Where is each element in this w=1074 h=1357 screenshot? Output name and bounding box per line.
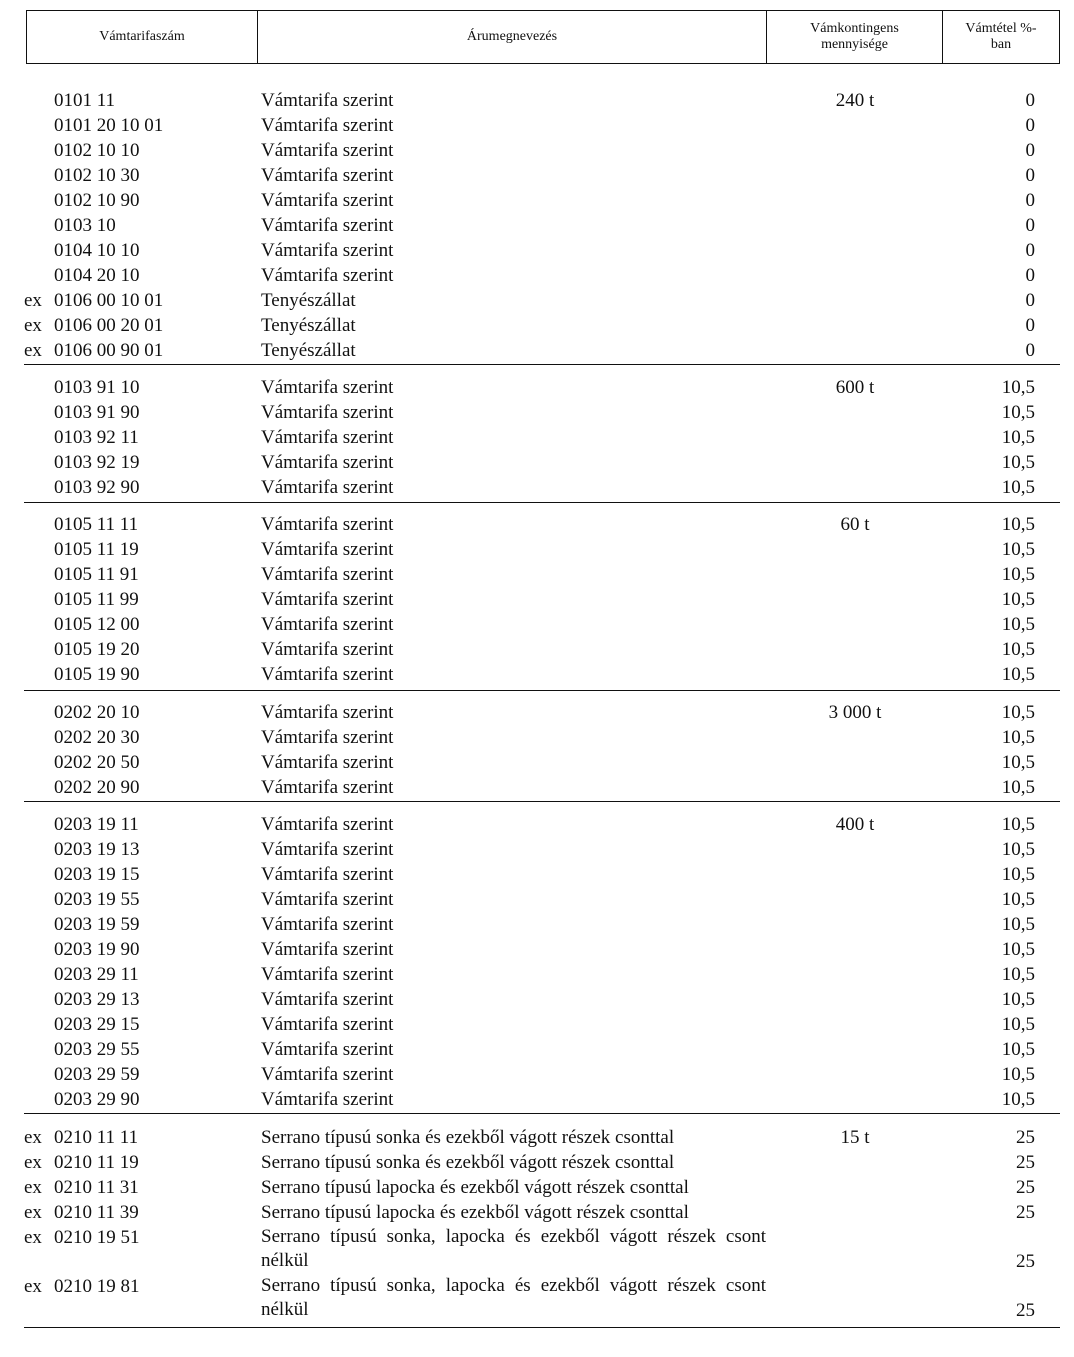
duty-rate: 10,5 bbox=[1001, 614, 1035, 635]
ex-marker: ex bbox=[24, 1227, 42, 1248]
goods-description: Vámtarifa szerint bbox=[261, 1014, 394, 1035]
table-row bbox=[0, 1037, 1074, 1062]
quota-quantity: 15 t bbox=[840, 1127, 870, 1148]
goods-description: Vámtarifa szerint bbox=[261, 1064, 394, 1085]
tariff-code: 0103 10 bbox=[54, 215, 116, 236]
table-row bbox=[0, 263, 1074, 288]
duty-rate: 25 bbox=[1016, 1127, 1035, 1148]
table-row bbox=[0, 188, 1074, 213]
goods-description: Tenyészállat bbox=[261, 340, 356, 361]
tariff-code: 0105 11 99 bbox=[54, 589, 139, 610]
tariff-code: 0203 29 11 bbox=[54, 964, 139, 985]
header-duty-rate: Vámtétel %-ban bbox=[965, 21, 1037, 52]
duty-rate: 10,5 bbox=[1001, 564, 1035, 585]
table-row bbox=[0, 313, 1074, 338]
goods-description: Serrano típusú sonka, lapocka és ezekből vágott részek csont nélkül bbox=[261, 1275, 766, 1320]
table-row bbox=[0, 637, 1074, 662]
tariff-code: 0203 29 90 bbox=[54, 1089, 140, 1110]
tariff-code: 0203 19 90 bbox=[54, 939, 140, 960]
quota-quantity: 600 t bbox=[835, 377, 875, 398]
duty-rate: 0 bbox=[1025, 265, 1035, 286]
table-row bbox=[0, 862, 1074, 887]
table-row bbox=[0, 238, 1074, 263]
table-row bbox=[0, 1150, 1074, 1175]
tariff-code: 0203 29 59 bbox=[54, 1064, 140, 1085]
duty-rate: 10,5 bbox=[1001, 752, 1035, 773]
group-divider bbox=[24, 801, 1060, 802]
duty-rate: 0 bbox=[1025, 165, 1035, 186]
duty-rate: 10,5 bbox=[1001, 889, 1035, 910]
duty-rate: 25 bbox=[1016, 1177, 1035, 1198]
tariff-code: 0105 11 11 bbox=[54, 514, 139, 535]
quota-quantity: 400 t bbox=[835, 814, 875, 835]
tariff-code: 0210 19 51 bbox=[54, 1227, 140, 1248]
tariff-code: 0210 19 81 bbox=[54, 1276, 140, 1297]
goods-description: Vámtarifa szerint bbox=[261, 115, 394, 136]
table-row bbox=[0, 338, 1074, 363]
goods-description: Serrano típusú lapocka és ezekből vágott részek csonttal bbox=[261, 1202, 689, 1223]
goods-description: Tenyészállat bbox=[261, 315, 356, 336]
duty-rate: 25 bbox=[1016, 1251, 1035, 1272]
table-row bbox=[0, 750, 1074, 775]
goods-description: Vámtarifa szerint bbox=[261, 989, 394, 1010]
goods-description: Vámtarifa szerint bbox=[261, 939, 394, 960]
tariff-code: 0203 19 13 bbox=[54, 839, 140, 860]
duty-rate: 10,5 bbox=[1001, 964, 1035, 985]
tariff-code: 0202 20 10 bbox=[54, 702, 140, 723]
duty-rate: 0 bbox=[1025, 215, 1035, 236]
table-row bbox=[0, 288, 1074, 313]
duty-rate: 0 bbox=[1025, 90, 1035, 111]
goods-description: Vámtarifa szerint bbox=[261, 215, 394, 236]
tariff-code: 0102 10 30 bbox=[54, 165, 140, 186]
goods-description: Serrano típusú sonka és ezekből vágott részek csonttal bbox=[261, 1127, 675, 1148]
table-row bbox=[0, 450, 1074, 475]
tariff-code: 0210 11 31 bbox=[54, 1177, 139, 1198]
goods-description: Vámtarifa szerint bbox=[261, 539, 394, 560]
tariff-code: 0103 92 11 bbox=[54, 427, 139, 448]
tariff-code: 0203 19 11 bbox=[54, 814, 139, 835]
goods-description: Vámtarifa szerint bbox=[261, 914, 394, 935]
quota-quantity: 240 t bbox=[835, 90, 875, 111]
header-tariff-number: Vámtarifaszám bbox=[99, 29, 185, 44]
duty-rate: 10,5 bbox=[1001, 777, 1035, 798]
ex-marker: ex bbox=[24, 1276, 42, 1297]
table-row bbox=[0, 1012, 1074, 1037]
goods-description: Vámtarifa szerint bbox=[261, 402, 394, 423]
goods-description: Vámtarifa szerint bbox=[261, 752, 394, 773]
goods-description: Vámtarifa szerint bbox=[261, 452, 394, 473]
duty-rate: 0 bbox=[1025, 315, 1035, 336]
tariff-code: 0106 00 90 01 bbox=[54, 340, 164, 361]
goods-description: Vámtarifa szerint bbox=[261, 889, 394, 910]
tariff-code: 0202 20 50 bbox=[54, 752, 140, 773]
table-row bbox=[0, 475, 1074, 500]
ex-marker: ex bbox=[24, 1127, 42, 1148]
goods-description: Vámtarifa szerint bbox=[261, 639, 394, 660]
duty-rate: 10,5 bbox=[1001, 864, 1035, 885]
tariff-code: 0105 11 19 bbox=[54, 539, 139, 560]
table-row bbox=[0, 1175, 1074, 1200]
duty-rate: 10,5 bbox=[1001, 589, 1035, 610]
duty-rate: 0 bbox=[1025, 140, 1035, 161]
table-row bbox=[0, 1200, 1074, 1225]
goods-description: Vámtarifa szerint bbox=[261, 90, 394, 111]
ex-marker: ex bbox=[24, 340, 42, 361]
tariff-code: 0103 91 10 bbox=[54, 377, 140, 398]
header-quota-quantity: Vámkontingens mennyisége bbox=[810, 21, 899, 52]
header-goods-description: Árumegnevezés bbox=[466, 29, 558, 44]
table-row bbox=[0, 987, 1074, 1012]
duty-rate: 25 bbox=[1016, 1152, 1035, 1173]
table-row bbox=[0, 662, 1074, 687]
table-row bbox=[0, 912, 1074, 937]
goods-description: Vámtarifa szerint bbox=[261, 564, 394, 585]
duty-rate: 10,5 bbox=[1001, 1089, 1035, 1110]
goods-description: Vámtarifa szerint bbox=[261, 589, 394, 610]
goods-description: Vámtarifa szerint bbox=[261, 514, 394, 535]
duty-rate: 10,5 bbox=[1001, 914, 1035, 935]
ex-marker: ex bbox=[24, 315, 42, 336]
duty-rate: 10,5 bbox=[1001, 814, 1035, 835]
table-row bbox=[0, 937, 1074, 962]
duty-rate: 0 bbox=[1025, 115, 1035, 136]
duty-rate: 0 bbox=[1025, 290, 1035, 311]
table-row bbox=[0, 1062, 1074, 1087]
duty-rate: 0 bbox=[1025, 190, 1035, 211]
duty-rate: 25 bbox=[1016, 1300, 1035, 1321]
table-row bbox=[0, 537, 1074, 562]
duty-rate: 10,5 bbox=[1001, 839, 1035, 860]
tariff-code: 0101 11 bbox=[54, 90, 116, 111]
tariff-code: 0105 19 20 bbox=[54, 639, 140, 660]
group-divider bbox=[24, 1327, 1060, 1328]
table-row bbox=[0, 1225, 1074, 1274]
ex-marker: ex bbox=[24, 290, 42, 311]
ex-marker: ex bbox=[24, 1202, 42, 1223]
table-row bbox=[0, 775, 1074, 800]
tariff-code: 0203 29 13 bbox=[54, 989, 140, 1010]
tariff-code: 0106 00 20 01 bbox=[54, 315, 164, 336]
table-row bbox=[0, 700, 1074, 725]
tariff-code: 0105 12 00 bbox=[54, 614, 140, 635]
ex-marker: ex bbox=[24, 1152, 42, 1173]
goods-description: Vámtarifa szerint bbox=[261, 427, 394, 448]
group-divider bbox=[24, 502, 1060, 503]
tariff-code: 0102 10 10 bbox=[54, 140, 140, 161]
tariff-code: 0210 11 11 bbox=[54, 1127, 139, 1148]
goods-description: Vámtarifa szerint bbox=[261, 777, 394, 798]
duty-rate: 10,5 bbox=[1001, 664, 1035, 685]
duty-rate: 10,5 bbox=[1001, 702, 1035, 723]
group-divider bbox=[24, 364, 1060, 365]
goods-description: Vámtarifa szerint bbox=[261, 1039, 394, 1060]
duty-rate: 10,5 bbox=[1001, 452, 1035, 473]
tariff-code: 0203 19 59 bbox=[54, 914, 140, 935]
table-row bbox=[0, 88, 1074, 113]
group-divider bbox=[24, 1113, 1060, 1114]
tariff-code: 0105 19 90 bbox=[54, 664, 140, 685]
table-row bbox=[0, 213, 1074, 238]
tariff-code: 0203 19 15 bbox=[54, 864, 140, 885]
goods-description: Vámtarifa szerint bbox=[261, 864, 394, 885]
goods-description: Vámtarifa szerint bbox=[261, 839, 394, 860]
quota-quantity: 60 t bbox=[840, 514, 870, 535]
tariff-code: 0102 10 90 bbox=[54, 190, 140, 211]
goods-description: Vámtarifa szerint bbox=[261, 190, 394, 211]
duty-rate: 10,5 bbox=[1001, 989, 1035, 1010]
table-row bbox=[0, 1125, 1074, 1150]
duty-rate: 10,5 bbox=[1001, 377, 1035, 398]
goods-description: Serrano típusú sonka és ezekből vágott részek csonttal bbox=[261, 1152, 675, 1173]
table-row bbox=[0, 163, 1074, 188]
table-row bbox=[0, 837, 1074, 862]
tariff-code: 0103 92 90 bbox=[54, 477, 140, 498]
tariff-code: 0203 29 55 bbox=[54, 1039, 140, 1060]
goods-description: Vámtarifa szerint bbox=[261, 165, 394, 186]
goods-description: Vámtarifa szerint bbox=[261, 727, 394, 748]
table-row bbox=[0, 425, 1074, 450]
goods-description: Vámtarifa szerint bbox=[261, 664, 394, 685]
table-row bbox=[0, 562, 1074, 587]
table-row bbox=[0, 812, 1074, 837]
goods-description: Vámtarifa szerint bbox=[261, 240, 394, 261]
goods-description: Serrano típusú lapocka és ezekből vágott részek csonttal bbox=[261, 1177, 689, 1198]
duty-rate: 10,5 bbox=[1001, 1039, 1035, 1060]
group-divider bbox=[24, 690, 1060, 691]
tariff-code: 0103 92 19 bbox=[54, 452, 140, 473]
table-row bbox=[0, 1274, 1074, 1323]
goods-description: Vámtarifa szerint bbox=[261, 377, 394, 398]
quota-quantity: 3 000 t bbox=[828, 702, 882, 723]
duty-rate: 25 bbox=[1016, 1202, 1035, 1223]
table-row bbox=[0, 725, 1074, 750]
table-row bbox=[0, 587, 1074, 612]
tariff-code: 0101 20 10 01 bbox=[54, 115, 164, 136]
table-row bbox=[0, 1087, 1074, 1112]
tariff-code: 0202 20 90 bbox=[54, 777, 140, 798]
goods-description: Vámtarifa szerint bbox=[261, 964, 394, 985]
goods-description: Vámtarifa szerint bbox=[261, 265, 394, 286]
table-row bbox=[0, 612, 1074, 637]
table-row bbox=[0, 962, 1074, 987]
goods-description: Vámtarifa szerint bbox=[261, 814, 394, 835]
duty-rate: 10,5 bbox=[1001, 1014, 1035, 1035]
table-row bbox=[0, 400, 1074, 425]
duty-rate: 0 bbox=[1025, 240, 1035, 261]
tariff-code: 0104 10 10 bbox=[54, 240, 140, 261]
duty-rate: 10,5 bbox=[1001, 477, 1035, 498]
tariff-code: 0203 19 55 bbox=[54, 889, 140, 910]
duty-rate: 10,5 bbox=[1001, 402, 1035, 423]
duty-rate: 10,5 bbox=[1001, 639, 1035, 660]
tariff-code: 0105 11 91 bbox=[54, 564, 139, 585]
table-row bbox=[0, 138, 1074, 163]
tariff-code: 0203 29 15 bbox=[54, 1014, 140, 1035]
table-header bbox=[26, 10, 1060, 64]
tariff-code: 0104 20 10 bbox=[54, 265, 140, 286]
duty-rate: 10,5 bbox=[1001, 427, 1035, 448]
duty-rate: 10,5 bbox=[1001, 1064, 1035, 1085]
goods-description: Vámtarifa szerint bbox=[261, 614, 394, 635]
goods-description: Vámtarifa szerint bbox=[261, 702, 394, 723]
ex-marker: ex bbox=[24, 1177, 42, 1198]
goods-description: Vámtarifa szerint bbox=[261, 140, 394, 161]
tariff-code: 0210 11 39 bbox=[54, 1202, 139, 1223]
tariff-code: 0202 20 30 bbox=[54, 727, 140, 748]
table-row bbox=[0, 113, 1074, 138]
duty-rate: 10,5 bbox=[1001, 514, 1035, 535]
duty-rate: 10,5 bbox=[1001, 727, 1035, 748]
tariff-code: 0106 00 10 01 bbox=[54, 290, 164, 311]
tariff-code: 0103 91 90 bbox=[54, 402, 140, 423]
goods-description: Vámtarifa szerint bbox=[261, 1089, 394, 1110]
goods-description: Tenyészállat bbox=[261, 290, 356, 311]
duty-rate: 10,5 bbox=[1001, 539, 1035, 560]
table-row bbox=[0, 375, 1074, 400]
goods-description: Vámtarifa szerint bbox=[261, 477, 394, 498]
duty-rate: 10,5 bbox=[1001, 939, 1035, 960]
table-row bbox=[0, 512, 1074, 537]
goods-description: Serrano típusú sonka, lapocka és ezekből vágott részek csont nélkül bbox=[261, 1226, 766, 1271]
table-row bbox=[0, 887, 1074, 912]
duty-rate: 0 bbox=[1025, 340, 1035, 361]
tariff-code: 0210 11 19 bbox=[54, 1152, 139, 1173]
